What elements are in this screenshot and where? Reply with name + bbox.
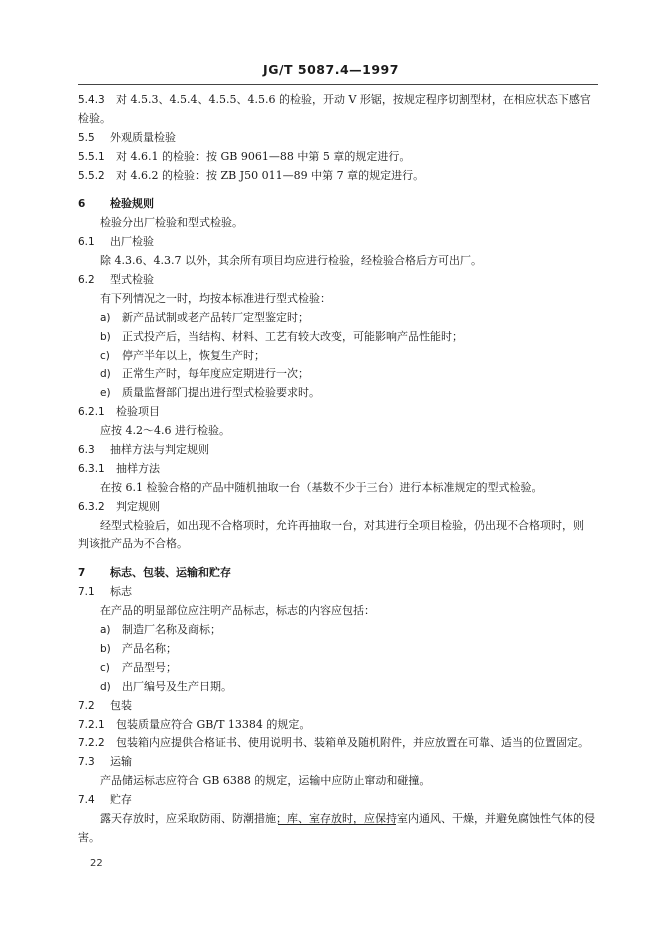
clause-number: 6.3 xyxy=(78,444,95,457)
standard-code-header: JG/T 5087.4—1997 xyxy=(263,62,399,77)
list-item-text: 出厂编号及生产日期。 xyxy=(122,679,232,693)
list-item xyxy=(78,328,598,347)
clause-number: 5.4.3 xyxy=(78,94,105,106)
clause-title: 运输 xyxy=(110,755,132,769)
list-item-text: 新产品试制或老产品转厂定型鉴定时； xyxy=(122,310,309,324)
list-item-letter: a) xyxy=(100,624,111,637)
list-item-letter: b) xyxy=(100,330,111,343)
list-item-letter: b) xyxy=(100,642,111,655)
clause-number: 5.5.2 xyxy=(78,169,105,182)
clause-6-3-1 xyxy=(78,460,598,479)
list-item xyxy=(78,384,598,403)
clause-6-3-2-body: 经型式检验后，如出现不合格项时，允许再抽取一台，对其进行全项目检验，仍出现不合格项时，则 xyxy=(100,518,584,532)
clause-6-3-1-body: 在按 6.1 检验合格的产品中随机抽取一台（基数不少于三台）进行本标准规定的型式检验。 xyxy=(100,480,543,494)
list-item-text: 产品名称； xyxy=(122,641,177,655)
clause-title: 抽样方法与判定规则 xyxy=(110,443,209,457)
clause-7-1 xyxy=(78,583,598,602)
clause-text: 对 4.5.3、4.5.4、4.5.5、4.5.6 的检验，开动 V 形锯，按规定程序切割型材，在相应状态下感官 xyxy=(116,93,591,106)
clause-number: 6.1 xyxy=(78,236,95,249)
list-item-text: 产品型号； xyxy=(122,660,177,674)
clause-title: 标志 xyxy=(110,585,132,599)
chapter-7-heading xyxy=(78,564,598,583)
clause-text: 对 4.6.2 的检验：按 ZB J50 011—89 中第 7 章的规定进行。 xyxy=(116,168,425,182)
clause-6-2-1 xyxy=(78,403,598,422)
clause-6-3-2 xyxy=(78,498,598,517)
clause-7-4 xyxy=(78,791,598,810)
clause-number: 6.3.2 xyxy=(78,500,105,513)
list-item xyxy=(78,347,598,366)
chapter-title: 检验规则 xyxy=(110,197,154,211)
clause-7-2-1 xyxy=(78,716,598,735)
chapter-number: 7 xyxy=(78,567,86,580)
list-item xyxy=(78,640,598,659)
clause-number: 7.4 xyxy=(78,794,95,807)
clause-6-3 xyxy=(78,441,598,460)
end-of-text-rule xyxy=(278,824,396,825)
clause-number: 7.2.2 xyxy=(78,737,105,750)
list-item-text: 正式投产后，当结构、材料、工艺有较大改变，可能影响产品性能时； xyxy=(122,329,463,343)
list-item-letter: d) xyxy=(100,680,111,693)
clause-7-2 xyxy=(78,697,598,716)
clause-title: 型式检验 xyxy=(110,273,154,287)
list-item xyxy=(78,678,598,697)
clause-6-1-body: 除 4.3.6、4.3.7 以外，其余所有项目均应进行检验，经检验合格后方可出厂。 xyxy=(100,254,482,268)
clause-7-4-body-cont: 害。 xyxy=(78,830,100,844)
clause-text: 包装质量应符合 GB/T 13384 的规定。 xyxy=(116,717,311,731)
chapter-title: 标志、包装、运输和贮存 xyxy=(110,566,231,580)
clause-7-3-body: 产品储运标志应符合 GB 6388 的规定，运输中应防止窜动和碰撞。 xyxy=(100,774,431,788)
list-item-letter: e) xyxy=(100,387,111,400)
list-item xyxy=(78,309,598,328)
list-item-text: 正常生产时，每年度应定期进行一次； xyxy=(122,367,309,381)
clause-7-2-2 xyxy=(78,734,598,753)
clause-title: 贮存 xyxy=(110,793,132,807)
list-item-letter: a) xyxy=(100,311,111,324)
chapter-number: 6 xyxy=(78,198,86,211)
clause-title: 包装 xyxy=(110,698,132,712)
header-rule xyxy=(78,84,598,85)
clause-title: 抽样方法 xyxy=(116,461,160,475)
clause-title: 检验项目 xyxy=(116,405,160,419)
clause-5-5-1 xyxy=(78,148,598,167)
clause-number: 7.3 xyxy=(78,756,95,769)
clause-title: 出厂检验 xyxy=(110,235,154,249)
list-item xyxy=(78,365,598,384)
clause-text: 包装箱内应提供合格证书、使用说明书、装箱单及随机附件，并应放置在可靠、适当的位置固定。 xyxy=(116,736,589,750)
clause-number: 7.2.1 xyxy=(78,718,105,731)
list-item-text: 停产半年以上，恢复生产时； xyxy=(122,348,265,362)
clause-7-4-body: 露天存放时，应采取防雨、防潮措施；库、室存放时，应保持室内通风、干燥，并避免腐蚀性气体的侵 xyxy=(100,811,595,825)
clause-6-2 xyxy=(78,271,598,290)
clause-6-3-2-body-cont: 判该批产品为不合格。 xyxy=(78,537,188,551)
list-item xyxy=(78,621,598,640)
clause-text: 对 4.6.1 的检验：按 GB 9061—88 中第 5 章的规定进行。 xyxy=(116,149,411,163)
list-item xyxy=(78,659,598,678)
clause-6-1 xyxy=(78,233,598,252)
list-item-text: 质量监督部门提出进行型式检验要求时。 xyxy=(122,386,320,400)
list-item-letter: c) xyxy=(100,349,110,362)
chapter-6-intro: 检验分出厂检验和型式检验。 xyxy=(100,216,243,230)
clause-number: 5.5 xyxy=(78,131,95,144)
chapter-6-heading xyxy=(78,195,598,214)
clause-number: 5.5.1 xyxy=(78,150,105,163)
document-body xyxy=(78,91,598,848)
clause-number: 6.2 xyxy=(78,274,95,287)
clause-number: 7.2 xyxy=(78,699,95,712)
clause-6-2-intro: 有下列情况之一时，均按本标准进行型式检验： xyxy=(100,291,331,305)
clause-5-4-3 xyxy=(78,91,598,110)
list-item-letter: c) xyxy=(100,661,110,674)
clause-number: 6.2.1 xyxy=(78,406,105,419)
clause-7-3 xyxy=(78,753,598,772)
clause-number: 6.3.1 xyxy=(78,462,105,475)
clause-5-4-3-cont: 检验。 xyxy=(78,111,111,125)
clause-7-1-intro: 在产品的明显部位应注明产品标志，标志的内容应包括： xyxy=(100,604,375,618)
clause-title: 判定规则 xyxy=(116,499,160,513)
list-item-letter: d) xyxy=(100,368,111,381)
clause-5-5 xyxy=(78,129,598,148)
clause-5-5-2 xyxy=(78,167,598,186)
clause-title: 外观质量检验 xyxy=(110,130,176,144)
clause-6-2-1-body: 应按 4.2～4.6 进行检验。 xyxy=(100,424,230,438)
page-number: 22 xyxy=(90,858,103,869)
list-item-text: 制造厂名称及商标； xyxy=(122,623,221,637)
clause-number: 7.1 xyxy=(78,586,95,599)
